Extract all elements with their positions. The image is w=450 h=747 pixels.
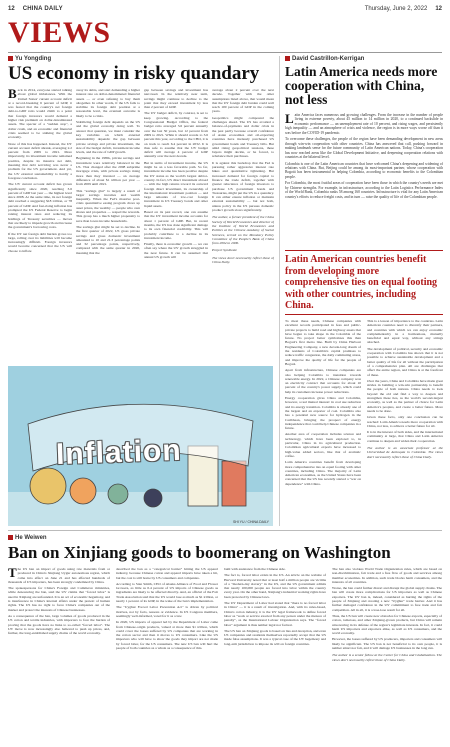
paragraph: The US' Department of Labor had stated that "there is no forced labor in China" — it is a result of investigation. And, with its rules-based, China's cotton industry, it is the US' legal framework to define forced labor as "work or service exacted from any person under the menace of penalty", as the International Labour Organization says. The "forced labor" argument is thus neither legal nor factual. xyxy=(224,601,326,627)
paragraph: described the ban as a "categorical barrier" hitting the US apparel industry, because Chinese cotton and apparel imports have taken a hit, but the cost is still borne by US consumers and companies. xyxy=(116,567,218,580)
paragraph: The fact is, forced labor exists in the US. An article on the website of Harvard University noted that at least half a million people are victims of a "modern-day slavery" in the US, and the US government admits that nearly 100,000 people are forced into labor within the country every year. On the other hand, Xinjiang's industrial working rights have been protected by Chinese laws. xyxy=(224,573,326,599)
paragraph: Apart from infrastructure, Chinese companies are also helping Colombia to transition towards renewable energy. In 2022, a Chinese company won an electricity contract that accounts for about 10 percent of the country's power supply, which could help its customers increase power reductions. xyxy=(285,368,361,394)
page-number: 12 xyxy=(8,6,15,12)
paragraph: he US ban on import of goods using raw materials from or produced in China's Xinjiang Uygur autonomous region, which came into effect on June 21 and has affected hundreds of thousands of US importers, has been strongly condemned by China. xyxy=(8,567,110,584)
paragraph: Another area of cooperation includes science and technology, which have been explored to, in particular, China in its agricultural production. Colombian agricultural exports have increased to high-value added sectors, like that of aromatic coffee. xyxy=(285,432,361,458)
paragraph: atin America faces numerous and growing challenges. From the increase in the number of people living in extreme poverty, about 45 million to 14 million in 2020, to a continued backslide in economic performance — an unemployment rate of 10 percent, and rising wages, and persistently high inequality — and an atmosphere of crisis and violence, the region is in more ways worse off than it was before the COVID-19 pandemic. xyxy=(285,113,443,135)
inflation-illustration xyxy=(8,366,273,526)
inflation-banner-text: Inflation xyxy=(55,433,183,472)
byline-marker-icon xyxy=(285,56,290,61)
paragraph: The spokespersons for China's Foreign and Commerce ministries, while denouncing the ban, said the US' claims that "forced labor" is used in Xinjiang are unfounded. It is an act of economic hegemony, and is interference in China's internal affairs under the pretext of human rights. The US has no right to force China's companies out of the market and protect the interests of Chinese businesses. xyxy=(8,586,110,612)
author-bio: The author, a former president of the China Society of World Economics and director of the Institute of World Economics and Politics at the Chinese Academy of Social Sciences, served on the Monetary Policy Committee of the People's Bank of China from 2004 to 2006. xyxy=(212,215,274,246)
page-indicator: 12 xyxy=(435,6,442,12)
paragraph: Thus, the US ban will create new obstacles for Chinese exports, especially of cotton, tomatoes, and other Xinjiang-grown products, but China will remain unwavering in its defense of the region's legitimate interests. In fact, it could harm US importers and exporters alike, as well as US consumers, and the world economy. xyxy=(332,613,442,636)
paragraph: As a consequence of the ban, large volumes of goods produced in the US cotton and textile industries, with importers to face the burden of proving that the goods have no links to so-called "forced labor". The US' move is now increasingly also believed to push up prices, and, further, the long-established supply chains of the world economy. xyxy=(8,613,110,636)
paragraph: It is against this backdrop that the Fed is pursuing rather aggressive interest rate hikes and quantitative tightening. But increased demand for foreign capital to finance the trade deficit, together with greater reluctance of foreign investors to purchase US government bonds and Treasuries, might put the US in a quandary. It can either ensure inflation or maintain external sustainability — but not both, unless policy in the US pursues domestic product growth slows significantly. xyxy=(212,160,274,213)
disclaimer: The views don't necessarily reflect those of China Daily. xyxy=(212,255,274,264)
paper-name: CHINA DAILY xyxy=(22,6,63,12)
syndicate-credit: Project Syndicate xyxy=(212,248,237,253)
byline-marker-icon xyxy=(8,56,13,61)
pullquote-bottom-rule xyxy=(285,314,443,315)
article3-byline xyxy=(8,535,47,541)
author-bio: The author is a senior fellow at the Center for China and Globalization. The views don't necessarily reflect those of China Daily. xyxy=(332,653,442,662)
article1-byline xyxy=(8,56,51,62)
paragraph: The "Uyghur Forced Labor Prevention Act" is driven by political motives, not by facts, reasons or evidence. In US Congress members, seemingly well-informed, voted for it as a law. xyxy=(116,605,218,618)
article1-dropcap: B xyxy=(8,88,17,101)
article2-author: David Castrillon-Kerrigan xyxy=(292,56,365,63)
illustration-credit: SHI YU / CHINA DAILY xyxy=(232,520,269,524)
section-title: VIEWS xyxy=(8,16,111,49)
article2-column-3 xyxy=(367,319,443,524)
article1-author: Yu Yongding xyxy=(15,56,52,63)
column-divider xyxy=(279,56,280,526)
paragraph: Finally, there is economic growth — we can often say where the US' growth struggled in the near future. It can be assumed that annual US growth will xyxy=(144,242,208,259)
paragraph: This "savings glut" is largely a result of larger savings incomes and wealth inequality. When the Fed's massive post-crisis quantitative easing program drove up asset prices, the wealthy — people who own shares and properties — reaped the rewards. This group has a much higher propensity to save than lower-income households. xyxy=(76,188,140,223)
paragraph: Energy cooperation gives China and Colombia, however, a real mutual interest: in coal use reduction and its energy transition. Colombia is already one of the largest and an exporter of coal. Colombia also has a potential new source for hydrogen in the Caribbean, bringing the prospect of energy independence that could help Chinese companies in a future. xyxy=(285,396,361,431)
paragraph: Stabilizing foreign debt depends on the US and the global economy doing well. To answer that question, we must consider the key variables on which external sustainability depends: the gap between private savings and private investment, the size of the budget deficit, investment income levels, and the rate of GDP growth. xyxy=(76,120,140,155)
paragraph: The ban also violates World Trade Organization rules, which are based on non-discrimination, fair trade and a free flow of goods and services among member economies. In addition, such trade blocks harm consumers, and the interests of all countries. xyxy=(332,567,442,584)
paragraph: gap between savings and investment has narrowed. In the relatively near term, savings might continue to decline to the point that they exceed investment by less than 2 percent of GDP. xyxy=(144,88,208,110)
pullquote: Latin American countries benefit from developing more comprehensive ties on equal footing with other countries, including China. xyxy=(285,254,438,311)
paragraph: To meet these needs, Chinese companies with excellent records participated in fees and public-private projects to build road and highway assets that have begun to take shape in the Colombia of the future. No project better symbolizes this than Bogotá's first metro line. Built by China Harbour Engineering Company, a new decade-long dream of the residents of Colombia's capital promises to reduce traffic congestion, the daily commuting stress, and improve the quality of life for the people of Bogotá. xyxy=(285,319,361,366)
paragraph: The US' budget deficit, by contrast, is set to keep growing. According to the Congressional Budget Office, the federal budget ratio averaged 3.6 percent annually over the last 50 years, but 12 percent from 2009 to 2021. While it should recede to 3.6 percent this year, according to the CBO, it is on track to reach 6.4 percent in 2032. It is thus safe to assume that the US' budget deficit will average 4 percent of GDP annually over the next decade. xyxy=(144,111,208,159)
article3-column-3 xyxy=(224,567,326,743)
article2-headline: Latin America needs more cooperation with China, not less xyxy=(285,64,438,108)
paragraph: average about 2 percent over the next decade. Together with the other assumptions listed above, that would mean that the US' foreign debt burden could well reach 100 percent of GDP in the coming years. xyxy=(212,88,274,114)
article2-byline xyxy=(285,56,364,62)
paragraph: None of this has happened. Instead, the US' current account deficit shrank, averaging 2.2 percent from 2009 to 2021. More importantly, its investment income remained positive, despite its massive net debt, meaning that debt servicing was never a problem for the US government. And yet, the US' external sustainability is hardly a foregone conclusion. xyxy=(8,141,72,180)
paragraph: This is a lesson of importance to the countries. Latin American countries need to diversify their partners, and countries with which we can enjoy economic complementarity in a harmonious, mutually beneficial and equal way, without any strings attached. xyxy=(367,319,443,345)
paragraph: But in terms of investment income, the US might be on a less favorable path. So far, investment income has been positive despite the US' status as the world's largest debtor-country. In fact, US direct investment abroad — with the high returns toward its outward foreign direct investment, its ownership of the international investment position — and large amounts of low-cost foreign investment in US Treasury bonds and other liquid assets. xyxy=(144,160,208,208)
paragraph: The US' current account deficit has grown significantly since 2020, reaching 3.6 percent of GDP last year — the highest level since 2008. At the same time, its net foreign debt reached a staggering $18 trillion, or 78 percent of GDP. And fast-rising inflation has prompted the US Federal Reserve to begin raising interest rates and reducing its holdings of Treasury securities — moves that are likely to impede growth and increase the government's borrowing costs. xyxy=(8,182,72,230)
paragraph: The US ban on Xinjiang goods is based on lies and deception, and even US companies and residents themselves reportedly accept that the US made false assumptions. It was a typical case of the US' hegemony and long-arm jurisdiction to impose its will on foreign countries. xyxy=(224,628,326,646)
article3-dropcap: T xyxy=(8,567,17,580)
article3-column-1 xyxy=(8,567,110,743)
article2-dropcap: L xyxy=(285,113,294,126)
paragraph: To overcome these challenges, the people of the region have been demanding development in new areas through win-win cooperation with other countries. China has answered that call, pushing forward in making landmark sense for the future community of Latin American nations. Today, China's cooperation has now reached areas like the Global Development Initiative, and deepening cooperation relations with countries at the bilateral level. xyxy=(285,137,443,160)
article2-column-1 xyxy=(285,113,443,247)
article3-author: He Weiwen xyxy=(15,535,47,542)
paragraph: Colombia is one of the Latin American countries that have welcomed China's deepening and widening of relations with China. But, Beijing could be among its most-important partner, whose cooperation with Bogotá has been instrumental in helping Colombia, according to economic benefits to the Colombian people. xyxy=(285,161,443,179)
paragraph: The savings glut might be set to decline. In the first quarter of 2022, US gross private savings and gross domestic investment amounted to 10 and 21.3 percentage points and 32 percentage points, respectively, compared with the same quarter in 2020, meaning that the xyxy=(76,224,140,255)
section-divider xyxy=(8,52,442,53)
article1-column-3 xyxy=(144,88,208,363)
paragraph: It is in the interest of both sides, and the international community at large, that China and Latin America continue to deepen and widen their cooperation. xyxy=(367,430,443,443)
pullquote-top-rule xyxy=(285,250,443,251)
paragraph: Latin America countries benefit from developing more comprehensive ties on equal footing with other countries, including China. The majority of Latin American economies, as the United States have been concerned that the US has recently started a "war on dependence" with China. xyxy=(285,460,361,486)
article1-headline: US economy in risky quandary xyxy=(8,63,260,84)
article3-column-2 xyxy=(116,567,218,743)
paragraph: Over the years, China and Colombia have made great strides in building a win-win partnership to benefit the people of both nations. China needs to look beyond the old and find a way to deepen and strengthen these ties, as the world's second-largest economy, as well as the partner of choice for Latin America's peoples, and create a better future. More needs to be done. xyxy=(367,378,443,413)
article1-column-2 xyxy=(76,88,140,363)
article2-column-2 xyxy=(285,319,361,524)
article1-column-4 xyxy=(212,88,274,363)
paragraph: Geopolitics might compound the challenges ahead. The US has avoided a balance-of-payments and dollar crisis in the past partly because overall confidence of Asian economies and oil-exporting countries have tirelessly purchased US government bonds and Treasury bills. But amid rising geopolitical tensions, these buyers might decide, or be forced, to rebalance their purchases. xyxy=(212,115,274,159)
paragraph: Beginning in the 1980s, private savings and investment were relatively balanced in the US. That changed after the 2008 subprime mortgage crisis, with private savings rising more than they invested — an average difference of about $1 trillion per year — from 2009 until 2021. xyxy=(76,156,140,187)
paragraph: For Colombia, the most fruitful areas of cooperation have been those in which the country's needs are met by Chinese strengths. For example, in infrastructure, according to the Latin Logistics Performance Index of the World Bank, Colombia ranks 58 among 160 countries. Infrastructure is vital for any Latin American country's efforts to reduce freight costs, and in turn — raise the quality of life of the Colombian people. xyxy=(285,181,443,199)
paragraph: In 2020, US imports of apparel led by the Department of Labor came from Chinese-origin products, valued at more than $1 trillion, which could cover the losses suffered by US companies that are working in the cotton sector and then it moves to US consumers. Like the US importers who will have to show the goods they import are not made by forced labor, for the US consumers. The new US ban will hurt the people of both countries as a whole as a consequence of this. xyxy=(116,620,218,651)
paragraph: ack in 2014, everyone started talking about global imbalances. With the United States' current account deficit at a record-breaking 6 percent of GDP, it was feared that the country's net foreign debt-to-GDP ratio would climb to a point that foreign investors would demand a higher risk premium on dollar-denominated assets. The specter of a "sudden stop", a dollar crash, and an economic and financial crisis seemed to be stalking the global economy. xyxy=(8,88,72,140)
paragraph: The development of political, security and economic cooperation with Colombia has shown that it is not possible to achieve sustainable development and a better quality of life for all without the participation of a comprehensive plan. All are challenges that affect the entire region, and China is at the forefront of these. xyxy=(367,346,443,377)
paragraph: built with assistance from the Chinese side. xyxy=(224,567,286,571)
paragraph: Based on its past record, one can assume that the US' investment income accounts for about 1 percent of GDP. But, in recent months, the US has done significant damage to its own financial credibility. This will probably contribute to a decline in its investment income. xyxy=(144,210,208,240)
paragraph: If the US' net foreign debt burden grows too large, rolling over its liabilities will become increasingly difficult. Foreign investors would become concerned that the US will choose to inflate xyxy=(8,231,72,253)
paragraph: According to Stan Smith, CEO of Alaska Alliance of Food and Flower Growers, as little as 0.4 percent of US imports of Chinese goods as ingredients are likely to be affected directly. And, an official of the Fair Trade Association said that the US would lose as much as $1 trillion, or nearly 1 percent of its GDP, in the wake of the ban's implementation. xyxy=(116,581,218,604)
page-header xyxy=(8,3,442,15)
paragraph: However, the losses suffered by US producers, importers and consumers will likely be significant. The US ban is not beneficial to its own people, it is neither smart nor fair, and it will damage US businesses in the long run. xyxy=(332,637,442,651)
paragraph: Worse, the ban could further distort and disrupt the global supply chains. The ban will create more complications for US importers as well as Chinese exporters. The US' ban is, indeed, considered as hurting the rights of the people of Xinjiang and creating a new "Uyghur" trade barrier. And it has further damaged confidence in the US' commitment to free trade and fair competition. All in all, it is a lose-lose result for all. xyxy=(332,586,442,612)
byline-marker-icon xyxy=(8,535,13,540)
author-bio: The author is an associate professor at the Universidad de Antioquia in Colombia. The views don't necessarily reflect those of China Daily. xyxy=(367,446,443,459)
article3-headline: Ban on Xinjiang goods to boomerang on Washington xyxy=(8,543,391,562)
issue-date: Thursday, June 2, 2022 xyxy=(364,6,428,12)
paragraph: Given these facts, only one conclusion can be reached: Latin America needs more cooperation with China, not less, to achieve a better future for all. xyxy=(367,415,443,428)
article3-column-4 xyxy=(332,567,442,743)
paragraph: away its debts, and start demanding a higher interest rate on dollar-denominated financial assets — or even refusing to buy them altogether. In other words, if the US fails to stabilize its foreign debt position at a reasonable level, the eventual outcome is likely to be a crisis. xyxy=(76,88,140,118)
article1-column-1 xyxy=(8,88,72,363)
article3-divider xyxy=(8,530,442,531)
